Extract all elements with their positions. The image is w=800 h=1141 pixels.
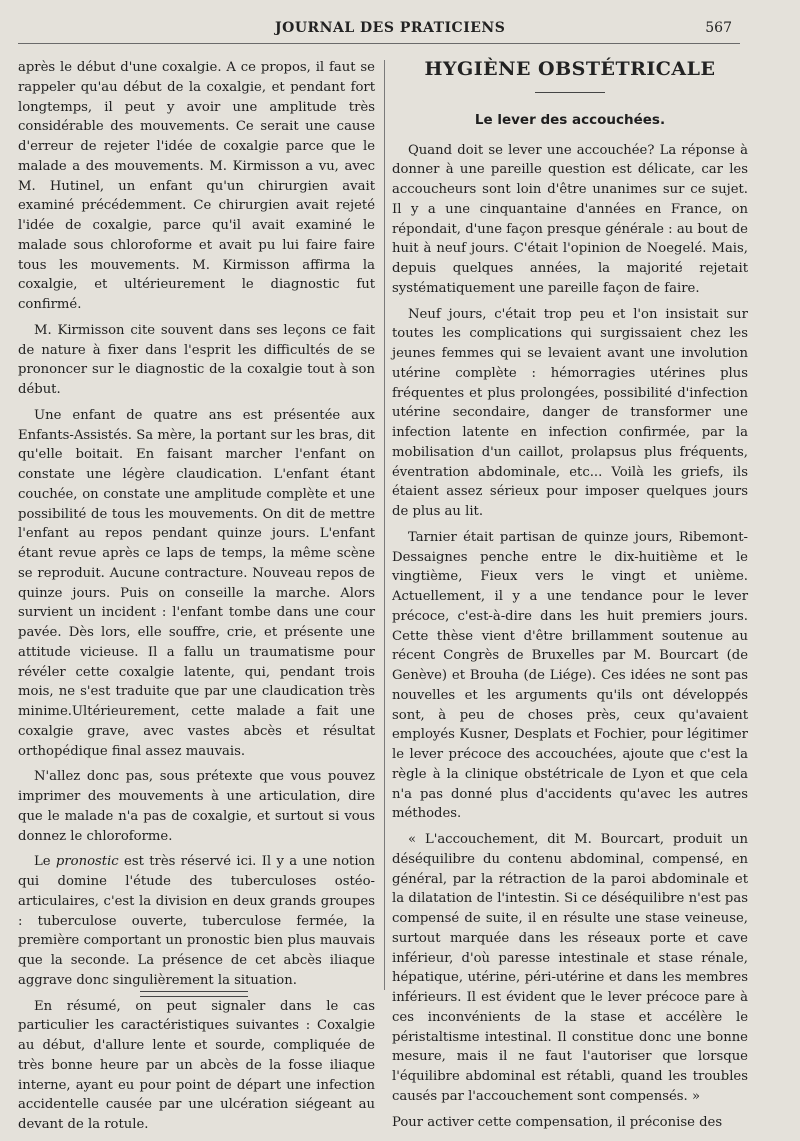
text-run: est très réservé ici. Il y a une notion qui domine l'étude des tuberculoses ostéo-articulaires, c'est la division en deux grands groupes : tuberculose ouverte, tuberculose fermée, la première comportant un pronostic bien plus mauvais que la seconde. La présence de cet abcès iliaque aggrave donc singulièrement la situation.: [18, 854, 375, 988]
page-header: [0, 14, 800, 44]
paragraph: Quand doit se lever une accouchée? La réponse à donner à une pareille question est délicate, car les accoucheurs sont loin d'être unanimes sur ce sujet. Il y a une cinquantaine d'années en France, on répondait, d'une façon presque générale : au bout de huit à neuf jours. C'était l'opinion de Noegelé. Mais, depuis quelques années, la majorité rejetait systématiquement une pareille façon de faire.: [392, 142, 748, 296]
page-number: 567: [705, 20, 732, 36]
paragraph: En résumé, on peut signaler dans le cas particulier les caractéristiques suivantes : Coxalgie au début, d'allure lente et sourde, compliquée de très bonne heure par un abcès de la fosse iliaque interne, ayant eu pour point de départ une infection accidentelle causée par une ulcération siégeant au devant de la rotule.: [18, 998, 375, 1132]
paragraph: Une enfant de quatre ans est présentée aux Enfants-Assistés. Sa mère, la portant sur les bras, dit qu'elle boitait. En faisant marcher l'enfant on constate une légère claudication. L'enfant étant couchée, on constate une amplitude complète et une possibilité de tous les mouvements. On dit de mettre l'enfant au repos pendant quinze jours. L'enfant étant revue après ce laps de temps, la même scène se reproduit. Aucune contracture. Nouveau repos de quinze jours. Puis on conseille la marche. Alors survient un incident : l'enfant tombe dans une cour pavée. Dès lors, elle souffre, crie, et présente une attitude vicieuse. Il a fallu un traumatisme pour révéler cette coxalgie latente, qui, pendant trois mois, ne s'est traduite que par une claudication très minime.Ultérieurement, cette malade a fait une coxalgie grave, avec vastes abcès et résultat orthopédique final assez mauvais.: [18, 407, 375, 759]
paragraph: après le début d'une coxalgie. A ce propos, il faut se rappeler qu'au début de la coxalgie, et pendant fort longtemps, il peut y avoir une amplitude très considérable des mouvements. Ce serait une cause d'erreur de rejeter l'idée de coxalgie parce que le malade a des mouvements. M. Kirmisson a vu, avec M. Hutinel, un enfant qu'un chirurgien avait examiné précédemment. Ce chirurgien avait rejeté l'idée de coxalgie, parce qu'il avait examiné le malade sous chloroforme et avait pu lui faire faire tous les mouvements. M. Kirmisson affirma la coxalgie, et ultérieurement le diagnostic fut confirmé.: [18, 60, 375, 312]
title-rule: [535, 92, 605, 93]
left-column: [18, 58, 375, 1141]
running-title: JOURNAL DES PRATICIENS: [275, 20, 506, 36]
column-divider: [384, 60, 385, 990]
paragraph-prognosis: [18, 852, 375, 990]
header-rule: [18, 43, 740, 44]
paragraph: N'allez donc pas, sous prétexte que vous pouvez imprimer des mouvements à une articulation, dire que le malade n'a pas de coxalgie, et surtout si vous donnez le chloroforme.: [18, 769, 375, 844]
paragraph-quote: « L'accouchement, dit M. Bourcart, produit un déséquilibre du contenu abdominal, compensé, en général, par la rétraction de la paroi abdominale et la dilatation de l'intestin. Si ce déséquilibre n'est pas compensé de suite, il en résulte une stase veineuse, surtout marquée dans les réseaux porte et cave inférieur, d'où paresse intestinale et stase rénale, hépatique, utérine, péri-utérine et dans les membres inférieurs. Il est évident que le lever précoce pare à ces inconvénients de la stase et accélère le péristaltisme intestinal. Il constitue donc une bonne mesure, mais il ne faut l'autoriser que lorsque l'équilibre abdominal est rétabli, quand les troubles causés par l'accouchement sont compensés. »: [392, 832, 748, 1104]
italic-term: pronostic: [55, 854, 119, 870]
paragraph: Neuf jours, c'était trop peu et l'on insistait sur toutes les complications qui surgissaient chez les jeunes femmes qui se levaient avant une involution utérine complète : hémorragies utérines plus fréquentes et plus prolongées, possibilité d'infection utérine secondaire, danger de transformer une infection latente en infection confirmée, par la mobilisation d'un caillot, prolapsus plus fréquents, éventration abdominale, etc... Voilà les griefs, ils étaient assez sérieux pour imposer quelques jours de plus au lit.: [392, 306, 748, 519]
right-column: [392, 56, 748, 1138]
paragraph: M. Kirmisson cite souvent dans ses leçons ce fait de nature à fixer dans l'esprit les difficultés de se prononcer sur le diagnostic de la coxalgie tout à son début.: [18, 322, 375, 397]
paragraph: Tarnier était partisan de quinze jours, Ribemont-Dessaignes penche entre le dix-huitième et le vingtième, Fieux vers le vingt et unième. Actuellement, il y a une tendance pour le lever précoce, c'est-à-dire dans les huit premiers jours. Cette thèse vient d'être brillamment soutenue au récent Congrès de Bruxelles par M. Bourcart (de Genève) et Brouha (de Liége). Ces idées ne sont pas nouvelles et les arguments qu'ils ont développés sont, à peu de choses près, ceux qu'avaient employés Kusner, Desplats et Fochier, pour légitimer le lever précoce des accouchées, ajoute que c'est la règle à la clinique obstétricale de Lyon et que cela n'a pas donné plus d'accidents qu'avec les autres méthodes.: [392, 529, 748, 822]
paragraph: Pour activer cette compensation, il préconise des: [392, 1114, 723, 1130]
text-run: Le: [34, 854, 56, 870]
end-of-article-rule: [140, 991, 248, 997]
article-subtitle: Le lever des accouchées.: [474, 111, 666, 128]
section-title: HYGIÈNE OBSTÉTRICALE: [424, 58, 716, 80]
